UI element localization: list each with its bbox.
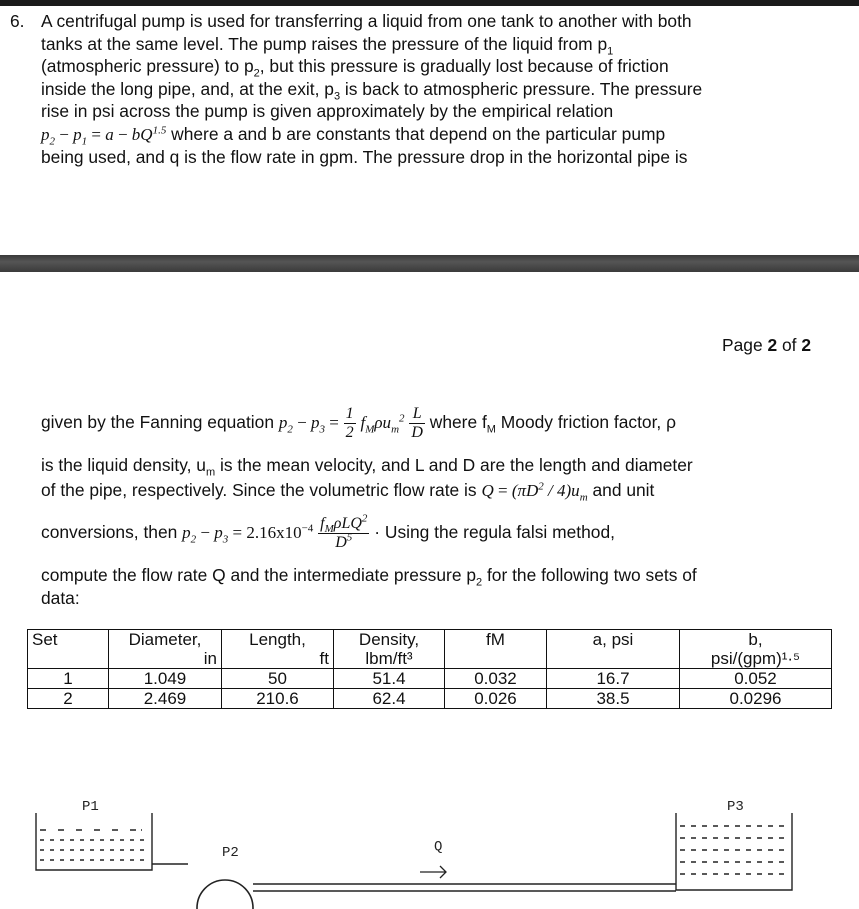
page-number: Page 2 of 2 [722,335,811,355]
conversion-line: conversions, then $p_2 - p_3 = 2.16x10^{-4}$ $\frac{f_M\rho LQ^2}{D^5}$ · Using the regula falsi method, [41,512,615,551]
cell-length: 210.6 [222,689,334,709]
cell-set: 1 [28,669,109,689]
pump-relation-equation: $p_2 - p_1 = a - bQ^{1.5}$ [41,123,167,147]
header-length: Length, ft [222,630,334,669]
cell-length: 50 [222,669,334,689]
label-q: Q [434,839,443,855]
page-separator [0,255,859,272]
header-a: a, psi [547,630,680,669]
cell-b: 0.0296 [680,689,832,709]
flowrate-equation: $Q = (\pi D^2 / 4)u_m$ [481,480,588,504]
problem-number: 6. [10,11,25,31]
problem-line-5: rise in psi across the pump is given approximately by the empirical relation [41,101,614,121]
problem-line-2: tanks at the same level. The pump raises the pressure of the liquid from $p_1$ [41,33,614,57]
problem-statement [10,10,850,169]
header-set: Set [28,630,109,669]
relation-line: $p_2 - p_1 = a - bQ^{1.5}$ where a and b are constants that depend on the particular pump [41,123,666,147]
problem-line-3: (atmospheric pressure) to $p_2$, but this pressure is gradually lost because of friction [41,56,669,80]
flowrate-line: of the pipe, respectively. Since the volumetric flow rate is $Q = (\pi D^2 / 4)u_m$ and unit [41,480,655,504]
problem-line-1: A centrifugal pump is used for transferring a liquid from one tank to another with both [41,11,692,31]
cell-set: 2 [28,689,109,709]
pump [197,880,676,909]
header-diameter: Diameter, in [109,630,222,669]
data-label: data: [41,588,80,608]
fraction-half: $\frac{1}{2}$ [345,405,354,441]
cell-diameter: 2.469 [109,689,222,709]
cell-b: 0.052 [680,669,832,689]
pump-system-figure [0,780,859,909]
cell-density: 51.4 [334,669,445,689]
conversion-equation: $p_2 - p_3 = 2.16x10^{-4}$ [182,522,314,546]
label-p1: P1 [82,799,99,815]
right-tank [676,813,792,890]
table-row [28,689,832,709]
header-fm: fM [445,630,547,669]
cell-fm: 0.032 [445,669,547,689]
fraction-l-over-d: $\frac{L}{D}$ [411,405,423,441]
density-line: is the liquid density, $u_m$ is the mean velocity, and L and D are the length and diameter [41,455,693,479]
compute-line: compute the flow rate Q and the intermediate pressure $p_2$ for the following two sets of [41,565,697,589]
label-p3: P3 [727,799,744,815]
left-tank [36,813,188,870]
data-table [27,629,832,709]
fanning-equation: $p_2 - p_3$ = [278,413,339,436]
cell-diameter: 1.049 [109,669,222,689]
problem-line-last: being used, and q is the flow rate in gpm. The pressure drop in the horizontal pipe is [41,147,688,167]
table-row [28,669,832,689]
cell-a: 16.7 [547,669,680,689]
cell-density: 62.4 [334,689,445,709]
flow-arrow-icon [420,866,446,878]
fraction-conversion: $\frac{f_M\rho LQ^2}{D^5}$ [320,512,368,551]
top-border [0,0,859,6]
problem-line-4: inside the long pipe, and, at the exit, $p_3$ is back to atmospheric pressure. The pressure [41,78,703,102]
table-header-row [28,630,832,669]
fanning-line: given by the Fanning equation $p_2 - p_3$ = $\frac{1}{2}$ $f_M\rho u_m^2$ $\frac{L}{D}$ where $f_M$ Moody friction factor, ρ [41,405,676,441]
label-p2: P2 [222,845,239,861]
cell-fm: 0.026 [445,689,547,709]
header-density: Density, lbm/ft³ [334,630,445,669]
cell-a: 38.5 [547,689,680,709]
header-b: b, psi/(gpm)¹·⁵ [680,630,832,669]
